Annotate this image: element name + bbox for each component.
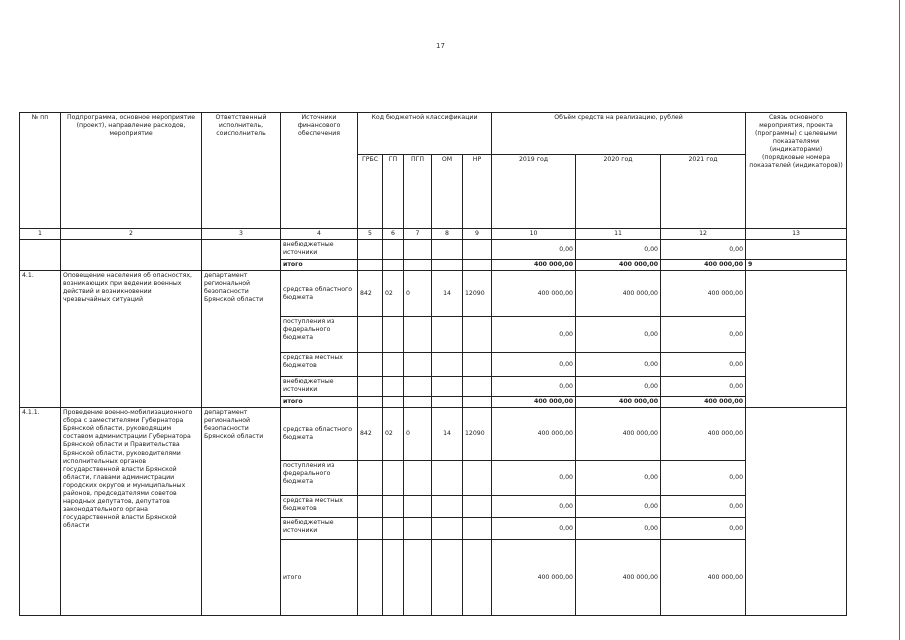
source-cell: поступления из федерального бюджета [281, 317, 358, 353]
amount-2019: 400 000,00 [492, 540, 576, 616]
amount-2021: 0,00 [661, 461, 746, 496]
code-gp: 02 [383, 271, 404, 317]
amount-2019: 0,00 [492, 377, 576, 397]
code-grbs: 842 [358, 408, 383, 461]
header-code-gp: ГП [383, 155, 404, 229]
column-number: 9 [463, 229, 492, 240]
code-grbs: 842 [358, 271, 383, 317]
column-number: 1 [20, 229, 61, 240]
column-number: 13 [746, 229, 847, 240]
amount-2020: 400 000,00 [576, 397, 661, 408]
amount-2020: 0,00 [576, 353, 661, 377]
amount-2020: 0,00 [576, 377, 661, 397]
header-amount: Объём средств на реализацию, рублей [492, 113, 746, 155]
amount-2019: 0,00 [492, 353, 576, 377]
amount-2020: 400 000,00 [576, 540, 661, 616]
code-pgp: 0 [404, 408, 432, 461]
amount-2021: 400 000,00 [661, 397, 746, 408]
amount-2021: 0,00 [661, 240, 746, 260]
column-number: 11 [576, 229, 661, 240]
column-number: 3 [202, 229, 281, 240]
amount-2020: 400 000,00 [576, 260, 661, 271]
indicator-link [746, 240, 847, 260]
item-number: 4.1.1. [20, 408, 61, 616]
header-budget-classification: Код бюджетной классификации [358, 113, 492, 155]
amount-2021: 400 000,00 [661, 408, 746, 461]
item-executor: департамент региональной безопасности Брянской области [202, 408, 281, 616]
column-number: 10 [492, 229, 576, 240]
header-code-pgp: ПГП [404, 155, 432, 229]
amount-2021: 400 000,00 [661, 271, 746, 317]
item-executor: департамент региональной безопасности Брянской области [202, 271, 281, 408]
amount-2019: 400 000,00 [492, 397, 576, 408]
header-year-2020: 2020 год [576, 155, 661, 229]
item-name: Оповещение населения об опасностях, возникающих при ведении военных действий и возникновении чрезвычайных ситуаций [61, 271, 202, 408]
item-name: Проведение военно-мобилизационного сбора с заместителями Губернатора Брянской области, руководящим составом администрации Губернатора Брянской области и Правительства Брянской области, руководителями исполнительных органов государственной власти Брянской области, главами администрации городских округов и муниципальных районов, председателями советов народных депутатов, депутатов законодательного органа государственной власти Брянской области [61, 408, 202, 616]
code-nr: 12090 [463, 408, 492, 461]
source-cell: итого [281, 397, 358, 408]
header-program: Подпрограмма, основное мероприятие (проект), направление расходов, мероприятие [61, 113, 202, 229]
amount-2020: 400 000,00 [576, 408, 661, 461]
item-number: 4.1. [20, 271, 61, 408]
indicator-link [746, 271, 847, 408]
page-edge-line [899, 0, 900, 640]
source-cell: средства областного бюджета [281, 408, 358, 461]
column-number: 7 [404, 229, 432, 240]
amount-2019: 0,00 [492, 496, 576, 518]
amount-2021: 0,00 [661, 353, 746, 377]
amount-2019: 0,00 [492, 317, 576, 353]
budget-table [19, 112, 847, 616]
source-cell: внебюджетные источники [281, 518, 358, 540]
column-number: 4 [281, 229, 358, 240]
header-year-2019: 2019 год [492, 155, 576, 229]
table-row [20, 271, 847, 317]
header-code-grbs: ГРБС [358, 155, 383, 229]
header-indicator-link: Связь основного мероприятия, проекта (программы) с целевыми показателями (индикаторами) (порядковые номера показателей (индикаторов)) [746, 113, 847, 229]
header-code-nr: НР [463, 155, 492, 229]
amount-2021: 0,00 [661, 518, 746, 540]
amount-2019: 0,00 [492, 461, 576, 496]
source-cell: внебюджетные источники [281, 240, 358, 260]
column-number: 5 [358, 229, 383, 240]
table-row [20, 240, 847, 260]
amount-2021: 0,00 [661, 317, 746, 353]
source-cell: средства областного бюджета [281, 271, 358, 317]
table-row [20, 408, 847, 461]
code-pgp: 0 [404, 271, 432, 317]
source-cell: средства местных бюджетов [281, 353, 358, 377]
amount-2019: 400 000,00 [492, 271, 576, 317]
code-nr: 12090 [463, 271, 492, 317]
header-sources: Источники финансового обеспечения [281, 113, 358, 229]
source-cell: итого [281, 260, 358, 271]
header-executor: Ответственный исполнитель, соисполнитель [202, 113, 281, 229]
header-code-om: ОМ [432, 155, 463, 229]
page-number: 17 [436, 42, 445, 50]
amount-2021: 0,00 [661, 496, 746, 518]
header-number: № пп [20, 113, 61, 229]
source-cell: средства местных бюджетов [281, 496, 358, 518]
code-gp: 02 [383, 408, 404, 461]
amount-2020: 0,00 [576, 518, 661, 540]
amount-2020: 0,00 [576, 240, 661, 260]
amount-2020: 0,00 [576, 496, 661, 518]
code-om: 14 [432, 271, 463, 317]
amount-2020: 0,00 [576, 317, 661, 353]
source-cell: внебюджетные источники [281, 377, 358, 397]
amount-2021: 0,00 [661, 377, 746, 397]
amount-2019: 0,00 [492, 518, 576, 540]
amount-2019: 400 000,00 [492, 260, 576, 271]
column-number: 6 [383, 229, 404, 240]
code-om: 14 [432, 408, 463, 461]
column-number: 8 [432, 229, 463, 240]
header-year-2021: 2021 год [661, 155, 746, 229]
amount-2019: 0,00 [492, 240, 576, 260]
indicator-link [746, 408, 847, 616]
column-number: 2 [61, 229, 202, 240]
amount-2021: 400 000,00 [661, 540, 746, 616]
source-cell: итого [281, 540, 358, 616]
indicator-link: 9 [746, 260, 847, 271]
amount-2019: 400 000,00 [492, 408, 576, 461]
column-number: 12 [661, 229, 746, 240]
source-cell: поступления из федерального бюджета [281, 461, 358, 496]
amount-2021: 400 000,00 [661, 260, 746, 271]
amount-2020: 400 000,00 [576, 271, 661, 317]
amount-2020: 0,00 [576, 461, 661, 496]
